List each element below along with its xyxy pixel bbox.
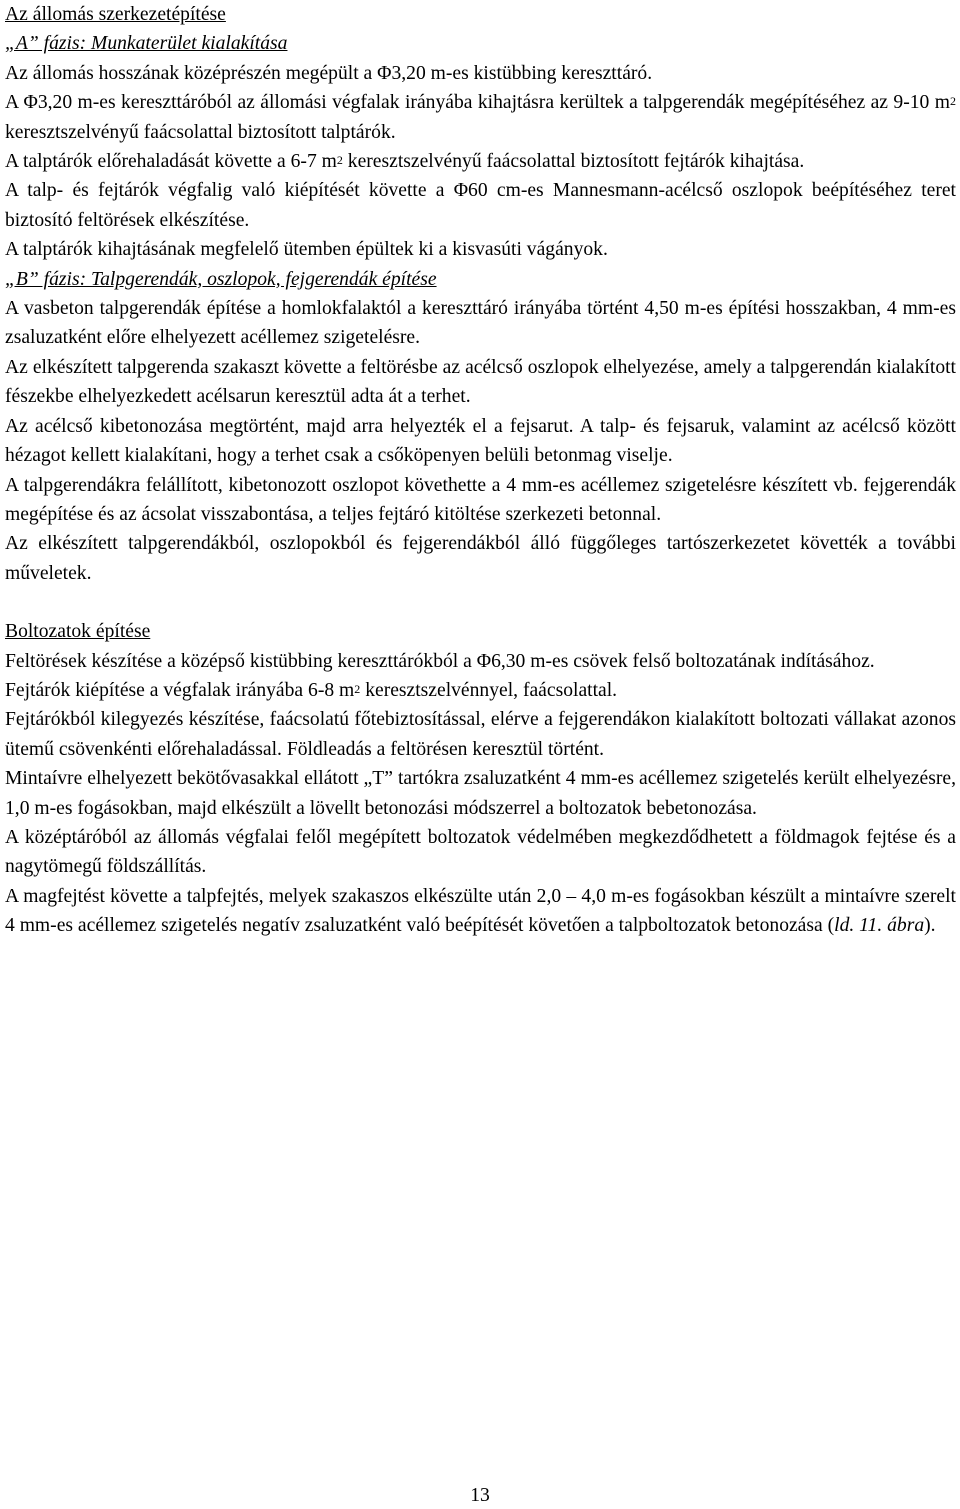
superscript: 2 <box>950 94 956 109</box>
paragraph: Az állomás hosszának középrészén megépült a Φ3,20 m-es kistübbing kereszttáró. <box>5 62 653 84</box>
paragraph: A vasbeton talpgerendák építése a homlokfalaktól a kereszttáró irányába történt 4,50 m-es építési hosszakban, 4 mm-es zsaluzatként előre elhelyezett acéllemez szigetelésre. <box>5 298 956 349</box>
paragraph: Az elkészített talpgerenda szakaszt követte a feltörésbe az acélcső oszlopok elhelyezése, amely a talpgerendán kialakított fészekbe elhelyezkedett acélsarun keresztül adta át a terhet. <box>5 356 956 408</box>
text-run: A Φ3,20 m-es kereszttáróból az állomási végfalak irányába kihajtásra kerültek a talpgerendák megépítéséhez az 9-10 m <box>5 92 950 114</box>
paragraph: Fejtárókból kilegyezés készítése, faácsolatú főtebiztosítással, elérve a fejgerendákon kialakított boltozati vállakat azonos ütemű csövenkénti előrehaladással. Földleadás a feltörésen keresztül történt. <box>5 709 956 760</box>
paragraph-gap <box>5 588 956 617</box>
section-heading-vault: Boltozatok építése <box>5 621 151 643</box>
text-run: Fejtárók kiépítése a végfalak irányába 6-8 m <box>5 679 355 701</box>
document-page <box>5 0 956 941</box>
text-run: A talptárók előrehaladását követte a 6-7 m <box>5 151 337 173</box>
paragraph <box>5 882 956 941</box>
figure-reference: ld. 11. ábra <box>834 915 925 937</box>
text-run: keresztszelvényű faácsolattal biztosított fejtárók kihajtása. <box>342 151 805 173</box>
superscript: 2 <box>354 681 361 696</box>
paragraph <box>5 88 956 147</box>
paragraph: Feltörések készítése a középső kistübbing kereszttárókból a Φ6,30 m-es csövek felső boltozatának indításához. <box>5 650 875 672</box>
section-heading-phase-b: „B” fázis: Talpgerendák, oszlopok, fejgerendák építése <box>5 268 437 290</box>
text-run: keresztszelvényű faácsolattal biztosított talptárók. <box>5 121 396 143</box>
text-run: ). <box>924 915 936 937</box>
section-heading-station: Az állomás szerkezetépítése <box>5 4 226 25</box>
paragraph: Az acélcső kibetonozása megtörtént, majd arra helyezték el a fejsarut. A talp- és fejsaruk, valamint az acélcső között hézagot kellett kialakítani, hogy a terhet csak a csőköpenyen belüli betonmag viselje. <box>5 415 956 467</box>
paragraph <box>5 147 956 176</box>
text-run: A magfejtést követte a talpfejtés, melyek szakaszos elkészülte után 2,0 – 4,0 m-es fogásokban készült a mintaívre szerelt 4 mm-es acéllemez szigetelés negatív zsaluzatként való beépítését követően a talpboltozatok betonozása ( <box>5 885 956 937</box>
text-run: keresztszelvénnyel, faácsolattal. <box>360 679 618 701</box>
paragraph: Mintaívre elhelyezett bekötővasakkal ellátott „T” tartókra zsaluzatként 4 mm-es acéllemez szigetelés került elhelyezésre, 1,0 m-es fogásokban, majd elkészült a lövellt betonozási módszerrel a boltozatok bebetonozása. <box>5 768 956 819</box>
superscript: 2 <box>336 153 343 168</box>
section-heading-phase-a: „A” fázis: Munkaterület kialakítása <box>5 33 288 55</box>
paragraph: A talptárók kihajtásának megfelelő ütemben épültek ki a kisvasúti vágányok. <box>5 239 608 261</box>
page-number: 13 <box>470 1485 490 1506</box>
paragraph <box>5 676 956 705</box>
paragraph: Az elkészített talpgerendákból, oszlopokból és fejgerendákból álló függőleges tartószerkezetet követték a további műveletek. <box>5 533 956 584</box>
paragraph: A középtáróból az állomás végfalai felől megépített boltozatok védelmében megkezdődhetett a földmagok fejtése és a nagytömegű földszállítás. <box>5 826 956 878</box>
paragraph: A talp- és fejtárók végfalig való kiépítését követte a Φ60 cm-es Mannesmann-acélcső oszlopok beépítéséhez teret biztosító feltörések elkészítése. <box>5 180 956 231</box>
paragraph: A talpgerendákra felállított, kibetonozott oszlopot követhette a 4 mm-es acéllemez szigetelésre készített vb. fejgerendák megépítése és az ácsolat visszabontása, a teljes fejtáró kitöltése szerkezeti betonnal. <box>5 474 956 525</box>
